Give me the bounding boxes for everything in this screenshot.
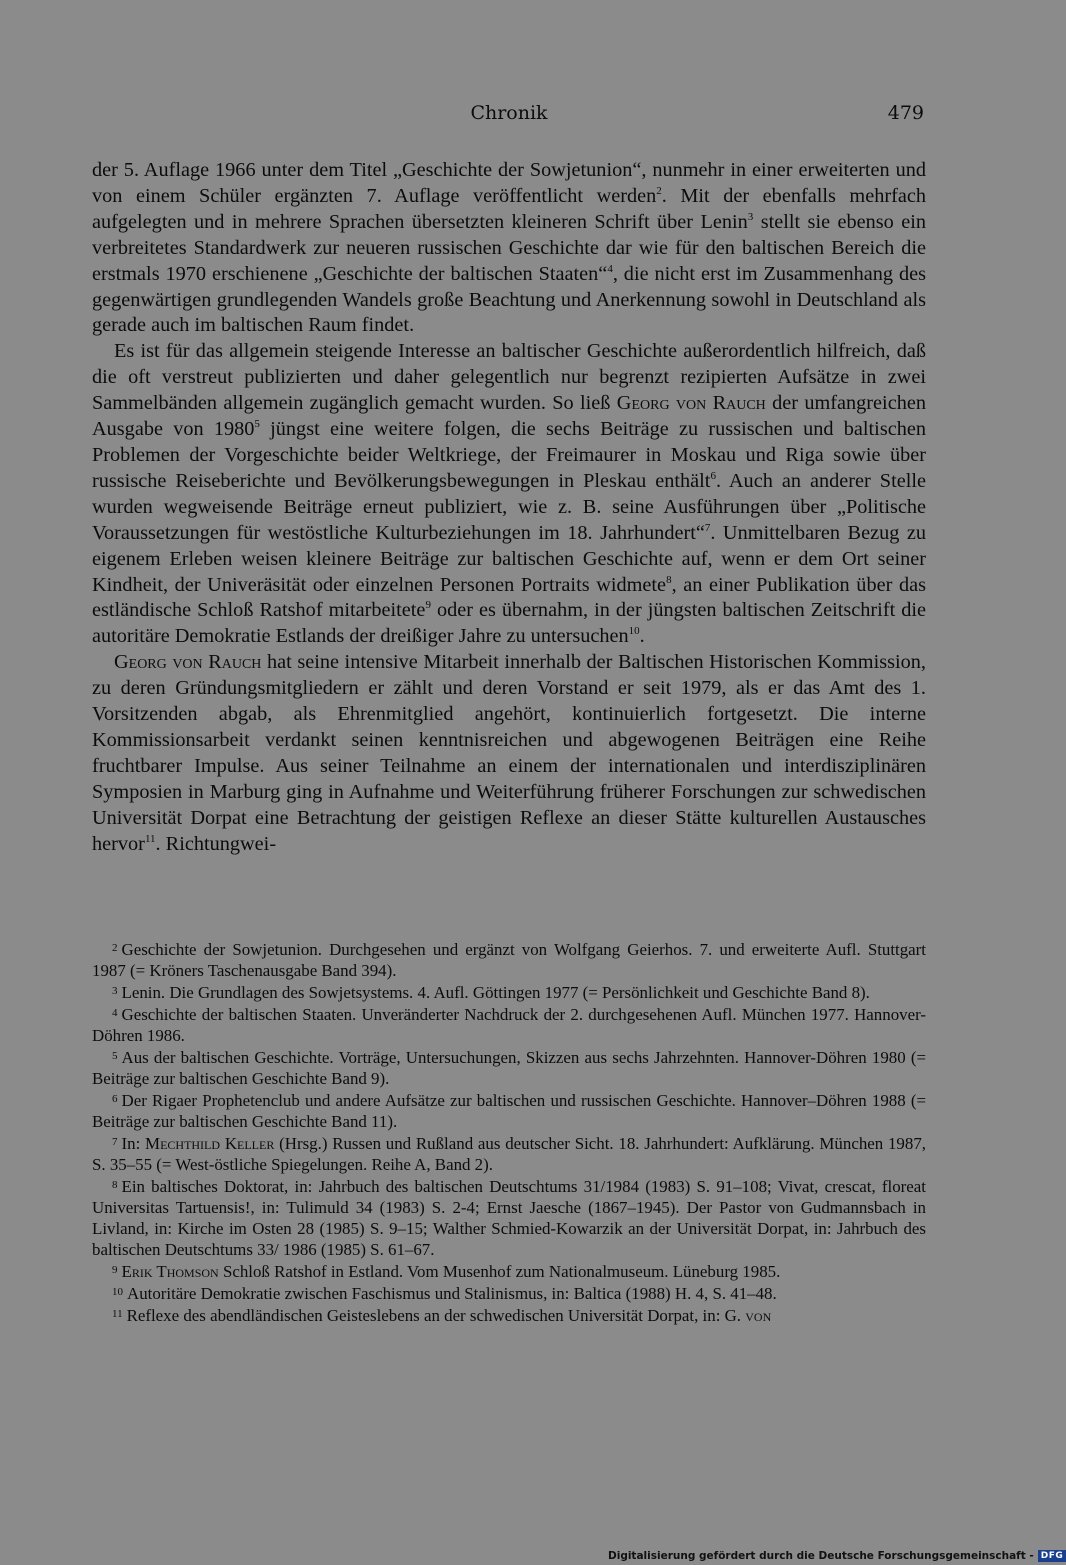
author-name: Georg von Rauch: [114, 651, 262, 674]
footnote-number: 9: [112, 1264, 118, 1276]
footnote-number: 3: [112, 985, 118, 997]
footnote-text: In:: [121, 1134, 146, 1153]
footnote-ref: 5: [254, 418, 260, 431]
footnote: [92, 1089, 926, 1132]
paragraph-3: [92, 650, 926, 857]
footnote-number: 4: [112, 1007, 118, 1019]
footnote-number: 7: [112, 1136, 118, 1148]
footnote-text: Schloß Ratshof in Estland. Vom Musenhof zum Nationalmuseum. Lüneburg 1985.: [218, 1262, 781, 1281]
footnote-number: 11: [112, 1308, 123, 1320]
footnote: [92, 1046, 926, 1089]
text-run: stellt sie ebenso ein verbreitetes Standardwerk zur neueren russischen Geschichte dar wie für den baltischen Bereich die erstmals 1970 erschienene „Geschichte der baltischen Staaten“: [92, 210, 927, 285]
text-run: Es ist für das allgemein steigende Interesse an baltischer Geschichte außerordentlich hilfreich, daß die oft verstreut publizierten und daher gelegentlich nur begrenzt rezipierten Aufsätze in zwei Sammelbänden allgemein zugänglich gemacht wurden. So ließ: [92, 340, 926, 415]
footnote-ref: 8: [666, 573, 672, 586]
running-title: Chronik: [470, 102, 548, 124]
main-text: [92, 158, 926, 857]
footnote-text: Reflexe des abendländischen Geisteslebens an der schwedischen Universität Dorpat, in: G.: [126, 1306, 746, 1325]
footnote-ref: 10: [628, 625, 640, 638]
author-name: Erik Thomson: [121, 1262, 219, 1281]
footnote-text: Aus der baltischen Geschichte. Vorträge, Untersuchungen, Skizzen aus sechs Jahrzehnten. Hannover-Döhren 1980 (= Beiträge zur baltischen Geschichte Band 9).: [92, 1048, 926, 1088]
footnote: [92, 1260, 926, 1282]
footnote-ref: 3: [747, 210, 754, 223]
footnote: [92, 1304, 926, 1326]
author-name: von: [745, 1306, 772, 1325]
page-number: 479: [887, 102, 924, 124]
author-name: Mechthild Keller: [145, 1134, 275, 1153]
text-run: . Unmittelbaren Bezug zu eigenem Erleben weisen kleinere Beiträge zur baltischen Geschichte auf, wenn er dem Ort seiner Kindheit, der Univeräsität oder einzelnen Personen Portraits widmete: [92, 521, 926, 596]
footnote-number: 6: [112, 1093, 118, 1105]
page-header: [92, 100, 926, 130]
text-run: der 5. Auflage 1966 unter dem Titel „Geschichte der Sowjetunion“, nunmehr in einer erweiterten und von einem Schüler ergänzten 7. Auflage veröffentlicht werden: [92, 159, 926, 207]
footnotes: [92, 938, 926, 1326]
footnote-ref: 7: [704, 521, 711, 534]
text-run: , die nicht erst im Zusammenhang des gegenwärtigen grundlegenden Wandels große Beachtung und Anerkennung sowohl in Deutschland als gerade auch im baltischen Raum findet.: [92, 262, 927, 337]
text-run: .: [639, 625, 645, 648]
text-run: oder es übernahm, in der jüngsten baltischen Zeitschrift die autoritäre Demokratie Estlands der dreißiger Jahre zu untersuchen: [92, 599, 926, 648]
footnote: [92, 1282, 926, 1304]
dfg-funding-banner: [608, 1547, 1066, 1565]
dfg-logo-icon: DFG: [1038, 1550, 1066, 1562]
paragraph-2: [92, 339, 926, 650]
footnote: [92, 1175, 926, 1260]
footnote: [92, 1003, 926, 1046]
text-run: . Mit der ebenfalls mehrfach aufgelegten und in mehrere Sprachen übersetzten kleineren Schrift über Lenin: [92, 184, 926, 233]
text-run: jüngst eine weitere folgen, die sechs Beiträge zu russischen und baltischen Problemen der Vorgeschichte beider Weltkriege, der Freimaurer in Moskau und Riga sowie über russische Reiseberichte und Bevölkerungsbewegungen in Pleskau enthält: [92, 418, 926, 492]
text-run: , an einer Publikation über das estländische Schloß Ratshof mitarbeitete: [92, 573, 927, 622]
footnote-text: Geschichte der Sowjetunion. Durchgesehen und ergänzt von Wolfgang Geierhos. 7. und erweiterte Aufl. Stuttgart 1987 (= Kröners Taschenausgabe Band 394).: [92, 940, 926, 980]
footnote-number: 10: [112, 1286, 123, 1298]
footnote-text: Der Rigaer Prophetenclub und andere Aufsätze zur baltischen und russischen Geschichte. Hannover–Döhren 1988 (= Beiträge zur baltischen Geschichte Band 11).: [92, 1091, 926, 1131]
footnote-text: Geschichte der baltischen Staaten. Unveränderter Nachdruck der 2. durchgesehenen Aufl. München 1977. Hannover-Döhren 1986.: [92, 1005, 926, 1045]
footnote-text: Autoritäre Demokratie zwischen Faschismus und Stalinismus, in: Baltica (1988) H. 4, S. 41–48.: [127, 1284, 777, 1303]
text-run: . Auch an anderer Stelle wurden wegweisende Beiträge erneut publiziert, wie z. B. seine Ausführungen über „Politische Voraussetzungen für westöstliche Kulturbeziehungen im 18. Jahrhundert“: [92, 469, 926, 544]
footnote: [92, 938, 926, 981]
text-run: hat seine intensive Mitarbeit innerhalb der Baltischen Historischen Kommission, zu deren Gründungsmitgliedern er zählt und deren Vorstand er seit 1979, als er das Amt des 1. Vorsitzenden abgab, als Ehrenmitglied angehört, kontinuierlich fortgesetzt. Die interne Kommissionsarbeit verdankt seinen kenntnisreichen und abgewogenen Beiträgen eine Reihe fruchtbarer Impulse. Aus seiner Teilnahme an einem der internationalen und interdisziplinären Symposien in Marburg ging in Aufnahme und Weiterführung früherer Forschungen zur schwedischen Universität Dorpat eine Betrachtung der geistigen Reflexe an dieser Stätte kulturellen Austausches hervor: [92, 651, 926, 855]
footnote-number: 8: [112, 1179, 118, 1191]
banner-text: Digitalisierung gefördert durch die Deutsche Forschungsgemeinschaft -: [608, 1550, 1034, 1562]
footnote-number: 5: [112, 1050, 118, 1062]
text-run: der umfangreichen Ausgabe von 1980: [92, 392, 926, 441]
footnote-ref: 11: [144, 832, 156, 845]
paragraph-1: [92, 158, 926, 339]
footnote-text: Lenin. Die Grundlagen des Sowjetsystems. 4. Aufl. Göttingen 1977 (= Persönlichkeit und Geschichte Band 8).: [121, 983, 870, 1002]
footnote-ref: 9: [425, 599, 431, 612]
footnote-text: Ein baltisches Doktorat, in: Jahrbuch des baltischen Deutschtums 31/1984 (1983) S. 91–108; Vivat, crescat, floreat Universitas Tartuensis!, in: Tulimuld 34 (1983) S. 2-4; Ernst Jaesche (1867–1945). Der Pastor von Gudmannsbach in Livland, in: Kirche im Osten 28 (1985) S. 9–15; Walther Schmied-Kowarzik an der Universität Dorpat, in: Jahrbuch des baltischen Deutschtums 33/ 1986 (1985) S. 61–67.: [92, 1177, 926, 1259]
author-name: Georg von Rauch: [616, 392, 766, 415]
footnote-ref: 2: [656, 184, 662, 197]
footnote-ref: 4: [607, 262, 613, 275]
footnote-text: (Hrsg.) Russen und Rußland aus deutscher Sicht. 18. Jahrhundert: Aufklärung. München 1987, S. 35–55 (= West-östliche Spiegelungen. Reihe A, Band 2).: [92, 1134, 926, 1174]
footnote: [92, 1132, 926, 1175]
text-run: . Richtungwei-: [155, 832, 277, 855]
footnote-number: 2: [112, 942, 118, 954]
footnote: [92, 981, 926, 1003]
footnote-ref: 6: [710, 469, 716, 482]
